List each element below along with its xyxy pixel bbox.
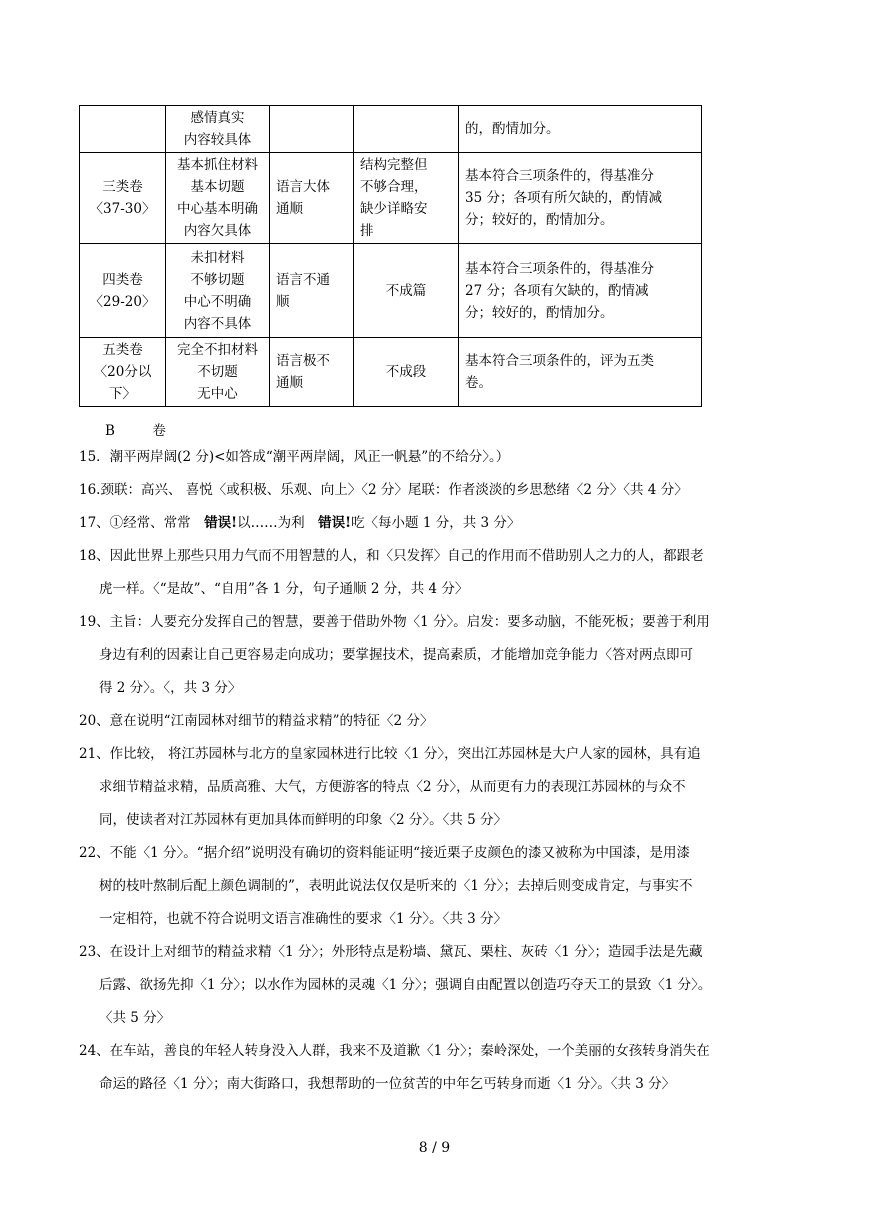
score-note-cell: [459, 244, 702, 338]
cell-line: 不切题: [197, 364, 238, 380]
answer-line: 18、因此世界上那些只用力气而不用智慧的人，和〈只发挥〉自己的作用而不借助别人之力的人，都跟老: [79, 548, 704, 564]
answer-text: 以……为利: [237, 515, 319, 531]
answer-line: 同，使读者对江苏园林有更加具体而鲜明的印象〈2 分〉。〈共 5 分〉: [99, 812, 508, 828]
answer-item: [79, 1035, 799, 1101]
answer-item: [79, 441, 799, 474]
answer-line: 得 2 分〉。〈，共 3 分〉: [99, 680, 242, 696]
answer-item: [79, 507, 799, 540]
content-cell: [166, 106, 270, 153]
cell-line: 中心不明确: [183, 293, 252, 310]
cell-line: 下〉: [109, 386, 136, 402]
table-row: [80, 338, 702, 407]
cell-line: 结构完整但: [360, 157, 428, 173]
content-cell: [166, 338, 270, 407]
structure-cell: [354, 244, 459, 338]
answer-item: [79, 837, 799, 936]
table-row: [80, 244, 702, 338]
cell-line: 〈29-20〉: [89, 293, 156, 310]
cell-line: 27 分；各项有欠缺的，酌情减: [465, 282, 649, 299]
answer-line: 〈共 5 分〉: [99, 1010, 171, 1026]
score-note-cell: [459, 106, 702, 153]
answer-line: 15．潮平两岸阔(2 分)<如答成“潮平两岸阔，风正一帆悬”的不给分〉。）: [79, 449, 510, 465]
cell-line: 顺: [276, 293, 290, 310]
grade-cell: [80, 244, 166, 338]
content-cell: [166, 244, 270, 338]
answer-line: 树的枝叶熬制后配上颜色调制的”，表明此说法仅仅是听来的〈1 分〉；去掉后则变成肯定，与事实不: [99, 878, 693, 894]
cell-line: 基本符合三项条件的，评为五类: [465, 353, 654, 369]
answer-text: 吃〈每小题 1 分，共 3 分〉: [351, 515, 521, 531]
cell-line: 语言不通: [276, 271, 330, 288]
answer-line: 16.颈联：高兴、 喜悦〈或积极、乐观、向上〉〈2 分〉尾联：作者淡淡的乡思愁绪〈2 分〉〈共 4 分〉: [79, 482, 688, 498]
language-cell: [270, 338, 354, 407]
cell-line: 〈37-30〉: [89, 201, 156, 217]
answer-item: [79, 936, 799, 1035]
cell-line: 不成段: [385, 364, 427, 380]
score-note-cell: [459, 338, 702, 407]
table-row: [80, 153, 702, 244]
cell-line: 基本切题: [190, 179, 245, 195]
answer-line: 命运的路径〈1 分〉；南大街路口，我想帮助的一位贫苦的中年乞丐转身而逝〈1 分〉。〈共 3 分〉: [99, 1076, 676, 1092]
cell-line: 无中心: [197, 386, 238, 402]
cell-line: 卷。: [465, 375, 492, 391]
grade-cell: [80, 106, 166, 153]
structure-cell: [354, 106, 459, 153]
answer-line: 虎一样。〈“是故”、“自用”各 1 分，句子通顺 2 分，共 4 分〉: [99, 581, 469, 597]
answer-text: 17、①经常、常常: [79, 515, 205, 531]
cell-line: 语言大体: [276, 179, 330, 195]
cell-line: 语言极不: [276, 353, 330, 369]
answer-item: [79, 705, 799, 738]
cell-line: 内容欠具体: [183, 223, 252, 239]
answer-line: 求细节精益求精，品质高雅、大气，方便游客的特点〈2 分〉，从而更有力的表现江苏园林的与众不: [99, 779, 686, 795]
answer-line: 21、作比较， 将江苏园林与北方的皇家园林进行比较〈1 分〉，突出江苏园林是大户人家的园林，具有追: [79, 746, 701, 762]
answer-line: 后露、欲扬先抑〈1 分〉；以水作为园林的灵魂〈1 分〉；强调自由配置以创造巧夺天工的景致〈1 分〉。: [99, 977, 712, 993]
structure-cell: [354, 338, 459, 407]
answer-line: 20、意在说明“江南园林对细节的精益求精”的特征〈2 分〉: [79, 713, 434, 729]
language-cell: [270, 153, 354, 244]
cell-line: 分；较好的，酌情加分。: [465, 212, 614, 228]
cell-line: 内容较具体: [183, 132, 252, 148]
cell-line: 感情真实: [190, 110, 245, 126]
cell-line: 三类卷: [102, 179, 143, 195]
cell-line: 通顺: [276, 201, 303, 217]
cell-line: 分；较好的，酌情加分。: [465, 304, 614, 321]
cell-line: 基本符合三项条件的，得基准分: [465, 168, 654, 184]
cell-line: 未扣材料: [190, 249, 245, 266]
error-marker: 错误!: [318, 515, 352, 531]
language-cell: [270, 106, 354, 153]
answer-line: 身边有利的因素让自己更容易走向成功；要掌握技术，提高素质，才能增加竞争能力〈答对两点即可: [99, 647, 693, 663]
grading-rubric-table: [79, 105, 702, 407]
cell-line: 内容不具体: [183, 315, 252, 332]
answer-line: [79, 507, 799, 540]
answer-item: [79, 540, 799, 606]
cell-line: 的，酌情加分。: [465, 121, 560, 137]
cell-line: 不够合理，: [360, 179, 428, 195]
cell-line: 五类卷: [102, 342, 143, 358]
cell-line: 排: [360, 223, 374, 239]
error-marker: 错误!: [204, 515, 238, 531]
answer-line: 19、主旨：人要充分发挥自己的智慧，要善于借助外物〈1 分〉。启发：要多动脑，不能死板；要善于利用: [79, 614, 710, 630]
page-number: 8 / 9: [418, 1140, 451, 1156]
answer-item: [79, 738, 799, 837]
cell-line: 缺少详略安: [360, 201, 428, 217]
language-cell: [270, 244, 354, 338]
cell-line: 通顺: [276, 375, 303, 391]
answer-line: 23、在设计上对细节的精益求精〈1 分〉；外形特点是粉墙、黛瓦、栗柱、灰砖〈1 分〉；造园手法是先藏: [79, 944, 703, 960]
answer-list: [79, 441, 799, 1101]
section-label: B 卷: [105, 423, 178, 439]
cell-line: 中心基本明确: [177, 201, 258, 217]
grade-cell: [80, 338, 166, 407]
answer-line: 一定相符，也就不符合说明文语言准确性的要求〈1 分〉。〈共 3 分〉: [99, 911, 508, 927]
cell-line: 不成篇: [385, 282, 427, 299]
table-row: [80, 106, 702, 153]
answer-line: 24、在车站，善良的年轻人转身没入人群，我来不及道歉〈1 分〉；秦岭深处，一个美丽的女孩转身消失在: [79, 1043, 710, 1059]
cell-line: 基本抓住材料: [177, 157, 258, 173]
answer-item: [79, 474, 799, 507]
answer-item: [79, 606, 799, 705]
structure-cell: [354, 153, 459, 244]
cell-line: 完全不扣材料: [177, 342, 258, 358]
cell-line: 不够切题: [190, 271, 245, 288]
cell-line: 35 分；各项有所欠缺的，酌情减: [465, 190, 662, 206]
grade-cell: [80, 153, 166, 244]
content-cell: [166, 153, 270, 244]
score-note-cell: [459, 153, 702, 244]
answer-line: 22、不能〈1 分〉。“据介绍”说明没有确切的资料能证明“接近栗子皮颜色的漆又被称为中国漆，是用漆: [79, 845, 691, 861]
cell-line: 〈20分以: [93, 364, 152, 380]
cell-line: 四类卷: [102, 271, 143, 288]
cell-line: 基本符合三项条件的，得基准分: [465, 260, 654, 277]
